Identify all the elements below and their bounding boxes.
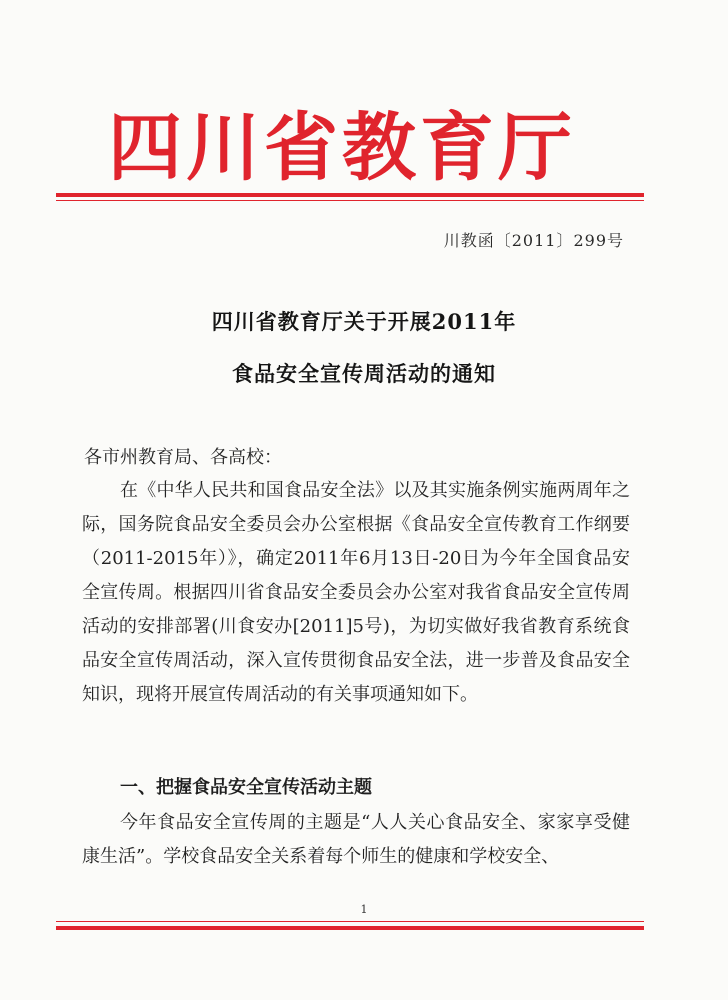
page-number: 1 bbox=[360, 903, 368, 916]
header-rule-thin bbox=[56, 200, 644, 201]
section-heading: 一、把握食品安全宣传活动主题 bbox=[120, 777, 372, 798]
agency-letterhead: 四川省教育厅 bbox=[108, 105, 576, 191]
footer-rule-thin bbox=[56, 921, 644, 922]
footer-rule-thick bbox=[56, 926, 644, 930]
header-rule-thick bbox=[56, 193, 644, 197]
salutation: 各市州教育局、各高校： bbox=[84, 447, 282, 468]
document-title-line-1: 四川省教育厅关于开展2011年 bbox=[211, 309, 517, 334]
document-number: 川教函〔2011〕299号 bbox=[443, 231, 624, 250]
body-paragraph-1: 在《中华人民共和国食品安全法》以及其实施条例实施两周年之际，国务院食品安全委员会办公室根据《食品安全宣传教育工作纲要（2011-2015年）》，确定2011年6月13日-20日为今年全国食品安全宣传周。根据四川省食品安全委员会办公室对我省食品安全宣传周活动的安排部署(川食安办[2011]5号)，为切实做好我省教育系统食品安全宣传周活动，深入宣传贯彻食品安全法，进一步普及食品安全知识，现将开展宣传周活动的有关事项通知如下。 bbox=[82, 480, 630, 705]
body-paragraph-2: 今年食品安全宣传周的主题是“人人关心食品安全、家家享受健康生活”。学校食品安全关系着每个师生的健康和学校安全、 bbox=[82, 812, 630, 867]
document-title-line-2: 食品安全宣传周活动的通知 bbox=[232, 361, 496, 386]
